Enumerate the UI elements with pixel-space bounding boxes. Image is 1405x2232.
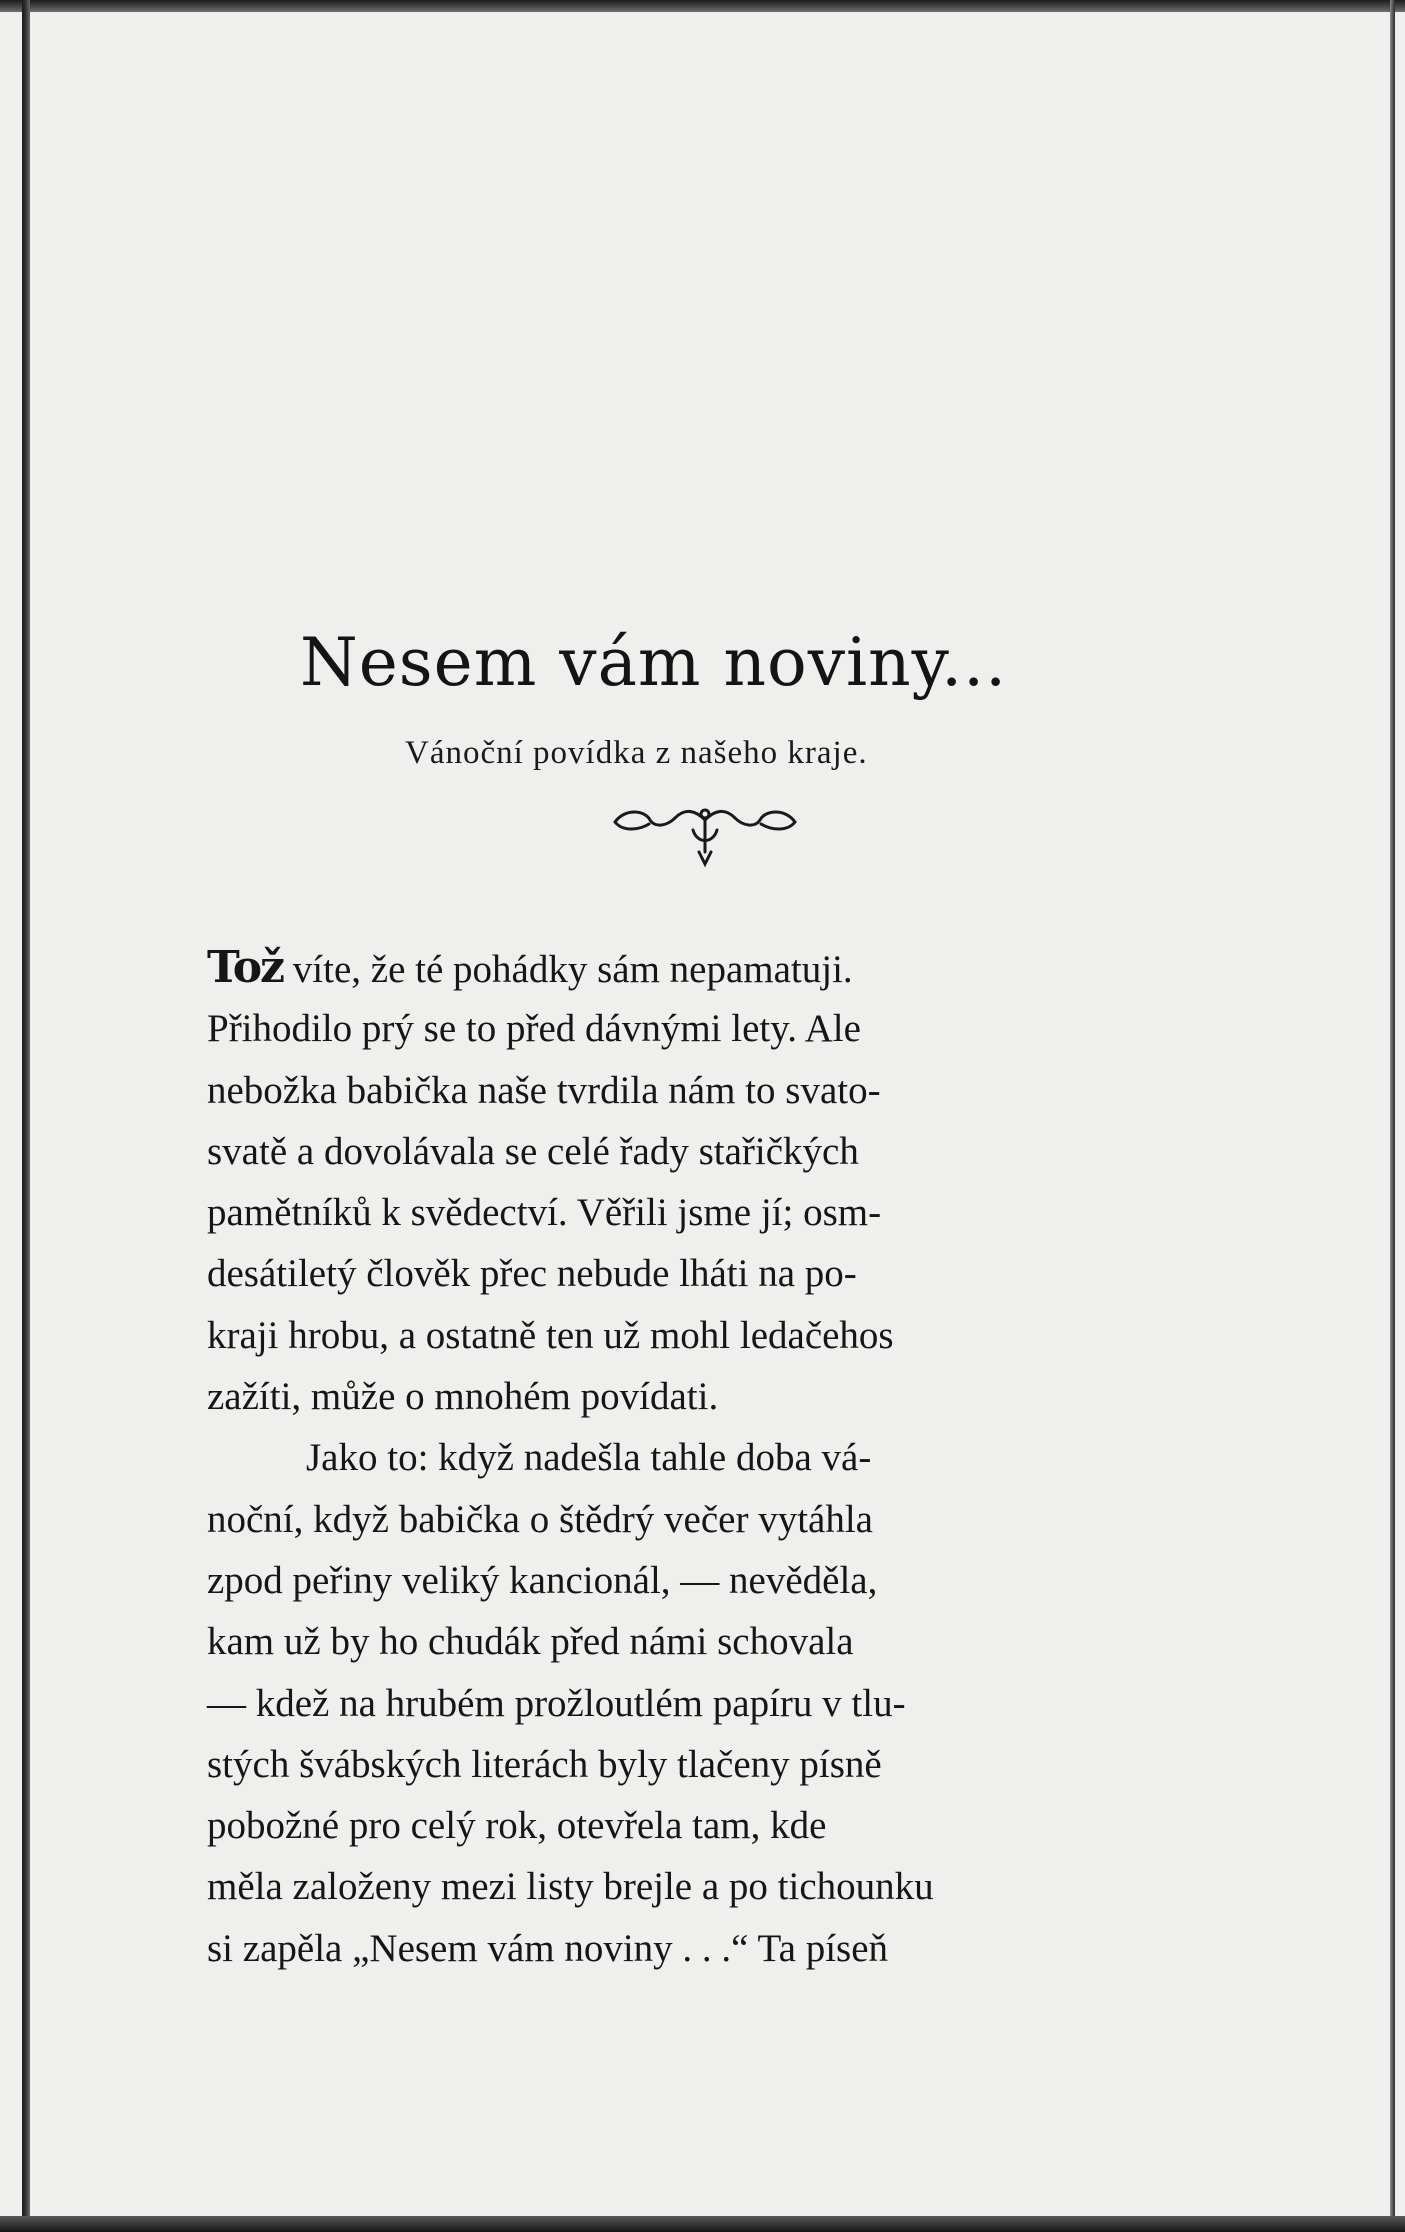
text-line: nebožka babička naše tvrdila nám to svato- [207,1068,881,1112]
text-line: zažíti, může o mnohém povídati. [207,1375,719,1419]
ornament-icon [605,800,805,870]
chapter-subtitle: Vánoční povídka z našeho kraje. [405,735,868,771]
text-line: kraji hrobu, a ostatně ten už mohl ledačehos [207,1313,894,1357]
page-edge-left [22,0,30,2232]
line-content: Tož víte, že té pohádky sám nepamatuji. [207,942,853,993]
body-text [207,937,1197,1979]
text-line: noční, když babička o štědrý večer vytáhla [207,1497,873,1541]
page-edge-bottom [0,2216,1405,2232]
text-line: pamětníků k svědectví. Věřili jsme jí; osm- [207,1191,882,1235]
dropcap: Tož [207,942,284,993]
text-line: Přihodilo prý se to před dávnými lety. Ale [207,1007,861,1051]
text-line [207,937,1197,998]
text-line: si zapěla „Nesem vám noviny . . .“ Ta píseň [207,1926,889,1970]
text-line: měla založeny mezi listy brejle a po tichounku [207,1865,934,1909]
page-edge-right [1390,0,1395,2232]
text-line: Jako to: když nadešla tahle doba vá- [306,1436,872,1480]
chapter-title: Nesem vám noviny... [300,624,1008,701]
text-line: — kdež na hrubém prožloutlém papíru v tlu- [207,1681,906,1725]
text-line: stých švábských literách byly tlačeny písně [207,1742,882,1786]
text-line: zpod peřiny veliký kancionál, — nevěděla, [207,1558,878,1602]
text-line: kam už by ho chudák před námi schovala [207,1620,854,1664]
page-edge-top [0,0,1405,12]
text-line: svatě a dovolávala se celé řady stařičkých [207,1129,859,1173]
text-line: pobožné pro celý rok, otevřela tam, kde [207,1804,827,1848]
text-line: desátiletý člověk přec nebude lháti na po- [207,1252,857,1296]
